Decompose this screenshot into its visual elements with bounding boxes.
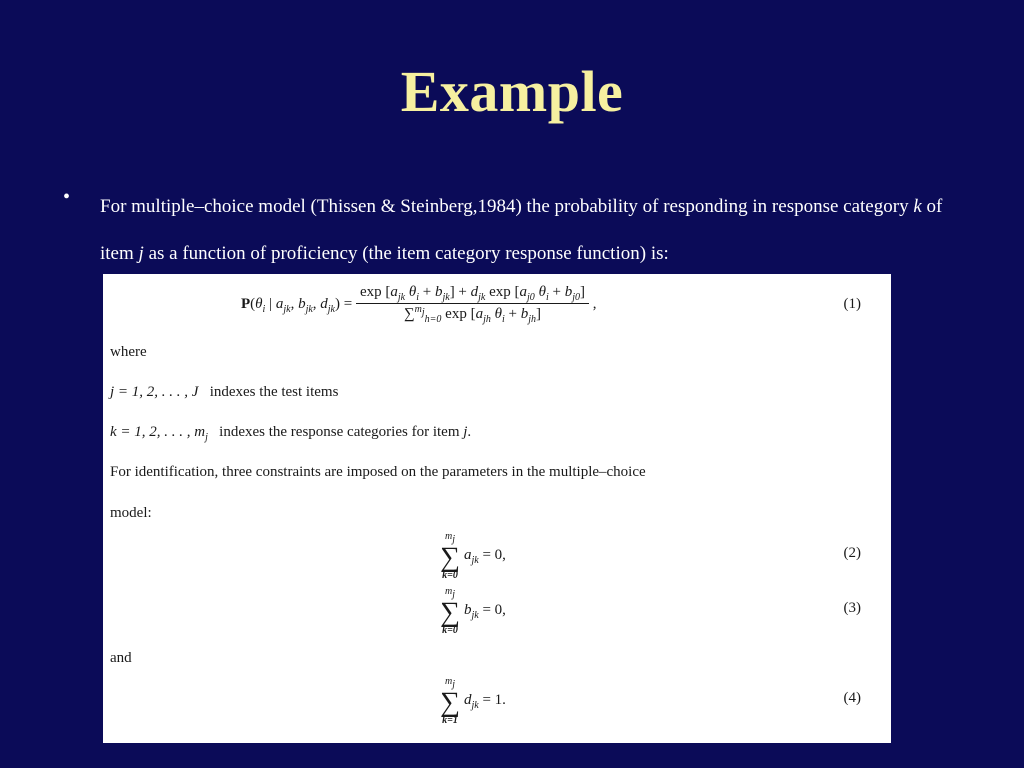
eq2-lower-limit: k=0 [442,570,458,581]
eq2-upper-limit: $m_j$ [444,531,455,545]
eq1-fraction [356,284,589,325]
eq4-sigma [440,677,460,726]
eq4-upper-limit: $m_j$ [444,676,455,690]
eq4-body: $d_{jk} = 1$. [463,692,506,711]
eq3-sigma [440,587,460,636]
equation-4 [440,677,506,726]
eq3-sum-symbol: ∑ [440,597,460,628]
bullet-text-part1: For multiple–choice model (Thissen & Steinberg,1984) the probability of responding in response category [100,196,914,217]
eq2-sum-symbol: ∑ [440,542,460,573]
k-definition-math-sub: j [205,432,208,443]
and-label: and [110,650,132,666]
bullet-var-k: k [913,196,922,217]
eq4-lower-limit: k=1 [442,715,458,726]
identification-line-1: For identification, three constraints are imposed on the parameters in the multiple–choice [110,464,646,480]
equation-3 [440,587,506,636]
eq1-denominator: ∑$^{m_j}_{h=0}$ $\exp [a_{jh}$ $\theta_i + b_{jh}$] [403,304,541,325]
equation-2 [440,532,506,581]
eq1-lhs: $P(\theta_i$ | $a_{jk}$, $b_{jk}$, $d_{jk}$) = [241,295,353,315]
eq3-lower-limit: k=0 [442,625,458,636]
bullet-text-part2: of item [100,196,943,264]
k-definition-text: indexes the response categories for item [219,424,460,440]
bullet-marker: • [63,186,71,208]
bullet-text [100,183,980,277]
embedded-equation-image [103,274,891,743]
eq2-number: (2) [843,545,861,561]
identification-line-2: model: [110,505,152,521]
j-definition [110,384,338,401]
bullet-text-part3: as a function of proficiency (the item category response function) is: [143,243,669,264]
eq1-number: (1) [843,296,861,312]
j-definition-math: j = 1, 2, . . . , J [110,384,199,400]
bullet-var-j: j [138,243,144,264]
k-definition-var: j [463,424,468,440]
slide-title: Example [400,59,624,124]
eq4-sum-symbol: ∑ [440,687,460,718]
eq3-body: $b_{jk} = 0$, [463,602,506,621]
eq4-number: (4) [843,690,861,706]
eq2-body: $a_{jk} = 0$, [463,547,506,566]
eq1-trail: , [592,295,597,312]
eq1-numerator: $\exp [a_{jk}$ $\theta_i + b_{jk}] + d_{jk}$ $\exp [a_{j0}$ $\theta_i + b_{j0}$] [356,284,589,304]
equation-1 [241,284,596,325]
j-definition-text: indexes the test items [209,384,339,400]
eq2-sigma [440,532,460,581]
where-label: where [110,344,147,360]
k-definition-math: k = 1, 2, . . . , m [110,424,206,440]
k-definition-end: . [467,424,472,440]
k-definition [110,424,471,443]
eq3-number: (3) [843,600,861,616]
eq3-upper-limit: $m_j$ [444,586,455,600]
